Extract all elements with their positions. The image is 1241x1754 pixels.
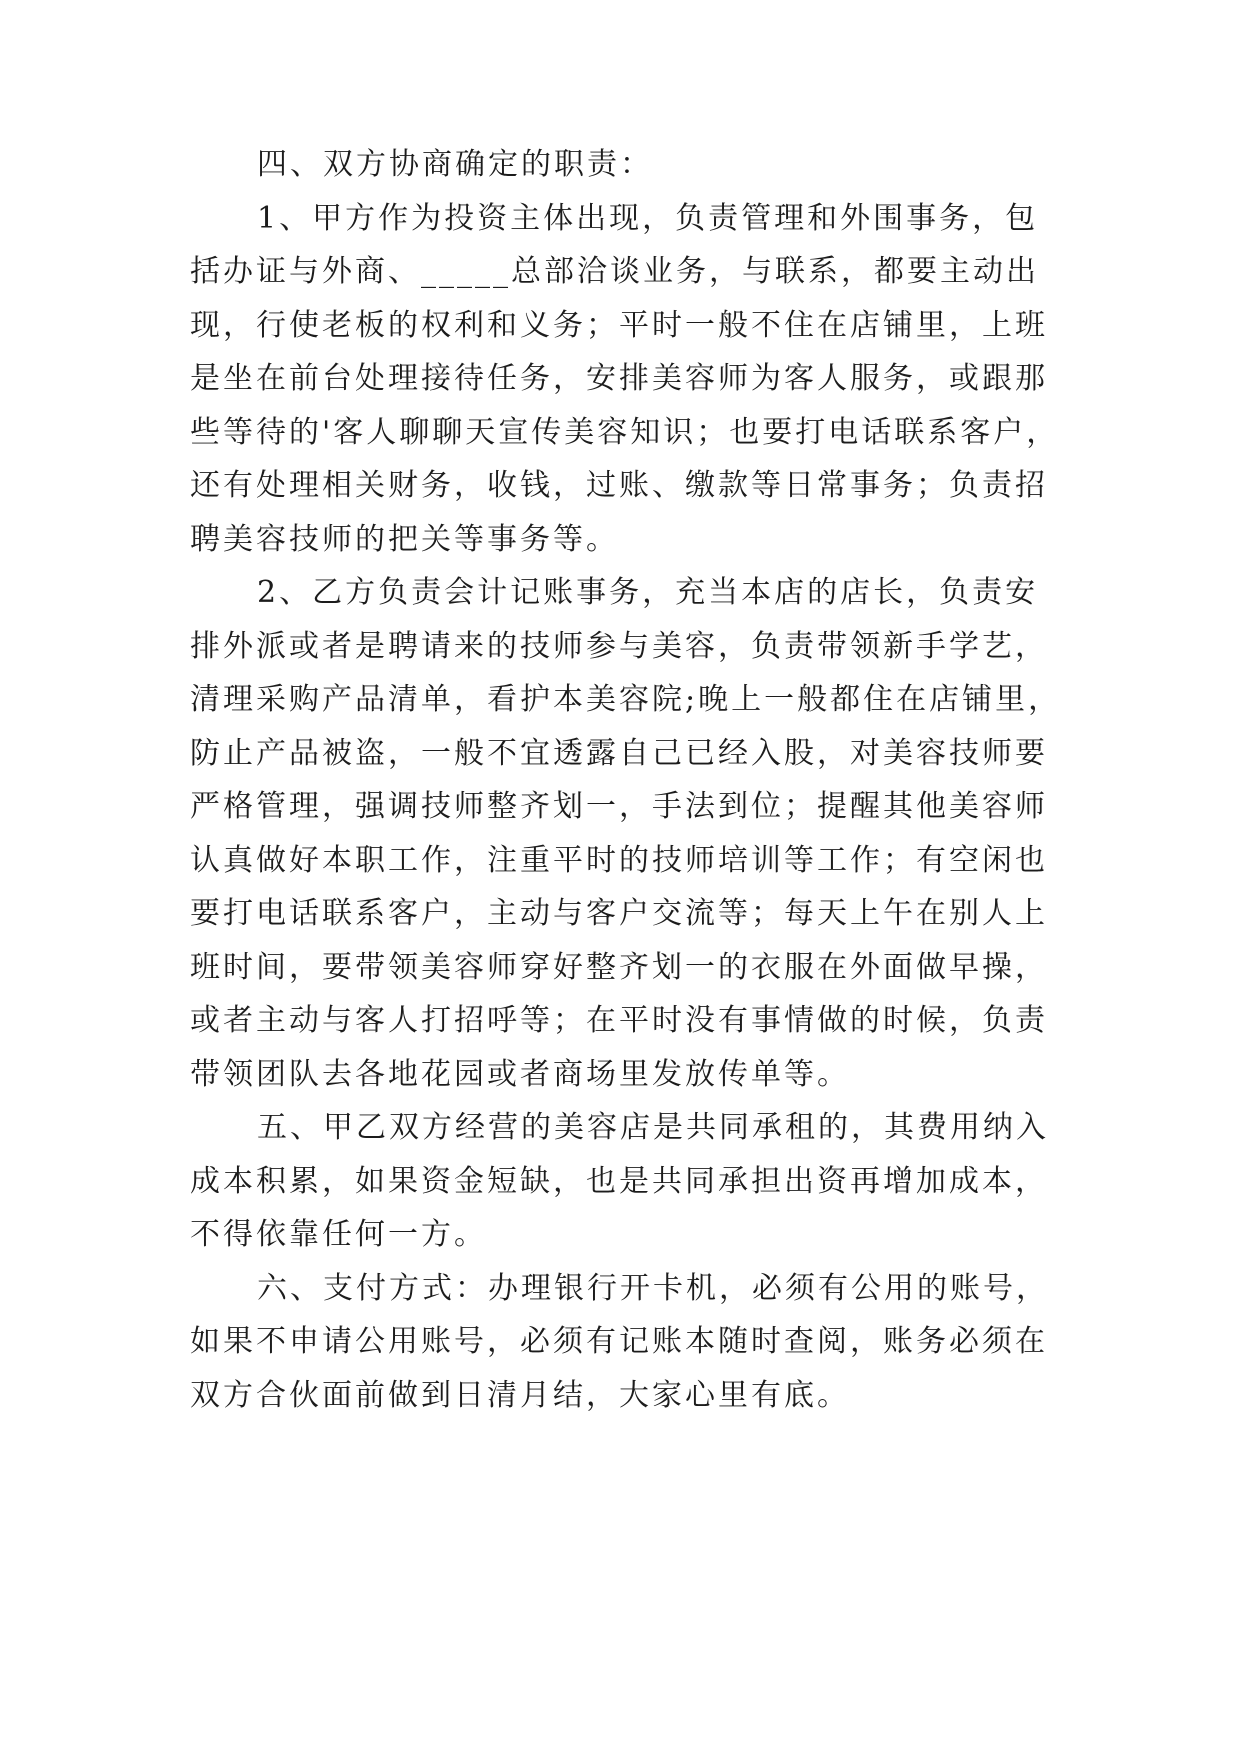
text-line: 或者主动与客人打招呼等；在平时没有事情做的时候，负责 bbox=[190, 1003, 1048, 1038]
text-line: 2、乙方负责会计记账事务，充当本店的店长，负责安 bbox=[257, 575, 1039, 610]
text-line: 要打电话联系客户，主动与客户交流等；每天上午在别人上 bbox=[190, 896, 1048, 931]
text-line: 排外派或者是聘请来的技师参与美容，负责带领新手学艺， bbox=[190, 628, 1048, 664]
text-line: 防止产品被盗，一般不宜透露自己已经入股，对美容技师要 bbox=[190, 735, 1048, 771]
text-line: 不得依靠任何一方。 bbox=[190, 1217, 487, 1252]
text-line: 1、甲方作为投资主体出现，负责管理和外围事务，包 bbox=[257, 200, 1039, 236]
text-line: 还有处理相关财务，收钱，过账、缴款等日常事务；负责招 bbox=[190, 468, 1048, 503]
text-line: 严格管理，强调技师整齐划一，手法到位；提醒其他美容师 bbox=[190, 789, 1048, 824]
text-line: 清理采购产品清单，看护本美容院;晚上一般都住在店铺里， bbox=[190, 682, 1062, 717]
text-line: 班时间，要带领美容师穿好整齐划一的衣服在外面做早操， bbox=[190, 949, 1048, 985]
text-line: 认真做好本职工作，注重平时的技师培训等工作；有空闲也 bbox=[190, 842, 1048, 878]
text-line: 四、双方协商确定的职责： bbox=[257, 147, 653, 182]
paragraph-party-b-duties bbox=[190, 566, 1090, 1101]
text-line: 如果不申请公用账号，必须有记账本随时查阅，账务必须在 bbox=[190, 1324, 1048, 1359]
paragraph-duties-heading bbox=[190, 138, 1090, 192]
text-line: 些等待的'客人聊聊天宣传美容知识；也要打电话联系客户， bbox=[190, 414, 1060, 450]
text-line: 是坐在前台处理接待任务，安排美容师为客人服务，或跟那 bbox=[190, 361, 1048, 396]
text-line: 带领团队去各地花园或者商场里发放传单等。 bbox=[190, 1056, 850, 1092]
text-line: 括办证与外商、_____总部洽谈业务，与联系，都要主动出 bbox=[190, 254, 1039, 289]
text-line: 现，行使老板的权利和义务；平时一般不住在店铺里，上班 bbox=[190, 307, 1048, 343]
text-line: 五、甲乙双方经营的美容店是共同承租的，其费用纳入 bbox=[257, 1110, 1049, 1145]
paragraph-payment-method bbox=[190, 1262, 1090, 1423]
text-line: 六、支付方式：办理银行开卡机，必须有公用的账号， bbox=[257, 1270, 1049, 1306]
text-line: 双方合伙面前做到日清月结，大家心里有底。 bbox=[190, 1377, 850, 1413]
text-line: 成本积累，如果资金短缺，也是共同承担出资再增加成本， bbox=[190, 1163, 1048, 1199]
paragraph-shared-lease bbox=[190, 1101, 1090, 1262]
text-line: 聘美容技师的把关等事务等。 bbox=[190, 521, 619, 557]
document-body bbox=[190, 138, 1090, 1422]
paragraph-party-a-duties bbox=[190, 192, 1090, 567]
